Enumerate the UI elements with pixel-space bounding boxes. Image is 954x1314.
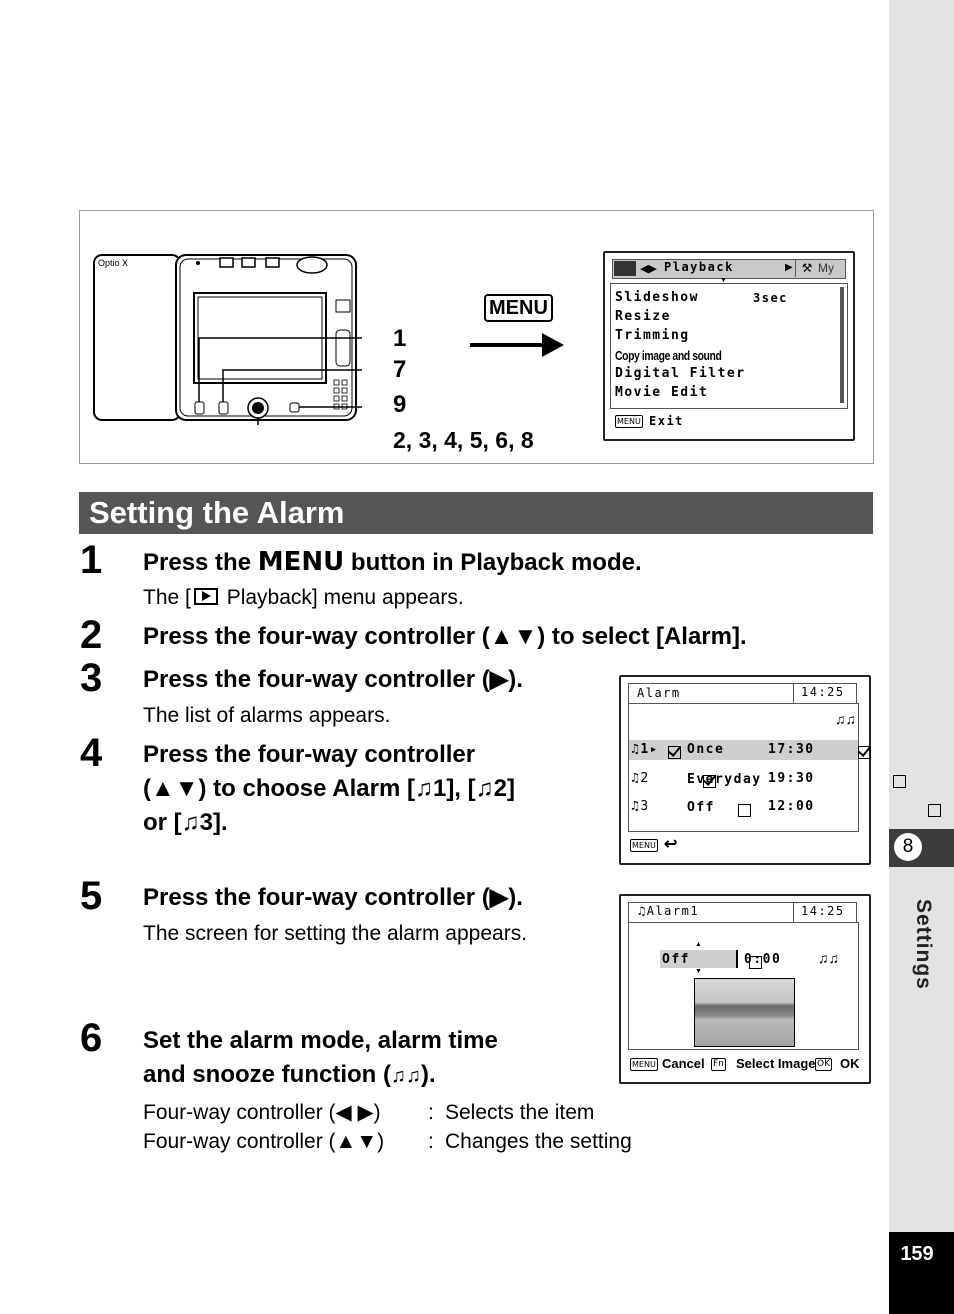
step-6-line-2: and snooze function (♫♫). <box>143 1061 436 1088</box>
step-6-number: 6 <box>80 1016 103 1060</box>
step-3-body: The list of alarms appears. <box>143 704 391 727</box>
step-2-number: 2 <box>80 613 103 657</box>
alarm-row-3-checkbox <box>738 804 751 817</box>
step-1-menu-word: MENU <box>257 547 345 577</box>
exit-label: Exit <box>649 414 684 428</box>
step-3-heading: Press the four-way controller (▶). <box>143 666 523 693</box>
item-digital-filter: Digital Filter <box>615 366 746 381</box>
tab-my-label: My <box>818 261 834 275</box>
callout-steps: 2, 3, 4, 5, 6, 8 <box>393 427 534 453</box>
alarm-row-1-mode: Once <box>687 742 725 757</box>
alarm-row-2-mode: Everyday <box>687 772 762 787</box>
step-1-number: 1 <box>80 538 103 582</box>
tab-playback-label: Playback <box>664 260 734 274</box>
alarm-title: Alarm <box>637 686 681 700</box>
section-title: Setting the Alarm <box>89 495 345 530</box>
step-5-heading: Press the four-way controller (▶). <box>143 884 523 911</box>
step-4-number: 4 <box>80 731 103 775</box>
alarm-row-2-time: 19:30 <box>768 771 815 786</box>
snooze-icon: ♫♫ <box>390 1065 421 1087</box>
alarm-row-1-time: 17:30 <box>768 742 815 757</box>
chapter-label: Settings <box>912 899 935 990</box>
alarm-row-highlight <box>629 740 858 760</box>
menu-chip: MENU <box>617 417 641 426</box>
settings-tab-icon: ⚒ <box>795 259 818 277</box>
step-5-body: The screen for setting the alarm appears. <box>143 922 528 945</box>
page-number: 159 <box>900 1243 934 1265</box>
alarm1-mode: Off <box>662 952 690 967</box>
alarm1-time: 0:00 <box>744 952 782 967</box>
snooze-icon: ♫♫ <box>835 711 856 727</box>
alarm1-fn-chip: Fn <box>713 1059 724 1069</box>
alarm-row-1-index: ♫1▸ <box>631 742 659 757</box>
step-4-line-2: (▲▼) to choose Alarm [♫1], [♫2] <box>143 775 515 802</box>
tab-right-arrow-icon: ▶ <box>785 262 793 273</box>
item-movie-edit: Movie Edit <box>615 385 709 400</box>
bell-icon: ♫ <box>414 775 433 802</box>
item-slideshow: Slideshow <box>615 290 699 305</box>
item-trimming: Trimming <box>615 328 690 343</box>
chapter-sidebar <box>889 0 954 1314</box>
alarm1-ok-chip: OK <box>817 1059 830 1069</box>
down-pointer-icon: ▼ <box>720 277 727 284</box>
alarm-row-3-time: 12:00 <box>768 799 815 814</box>
alarm1-cancel-label: Cancel <box>662 1056 705 1071</box>
camera-brand: Optio X <box>98 258 129 268</box>
item-copy-image-sound: Copy image and sound <box>615 348 722 363</box>
camera-illustration <box>92 250 362 425</box>
desc-row-1: Four-way controller (◀ ▶) : Selects the item <box>143 1101 595 1124</box>
step-5-number: 5 <box>80 874 103 918</box>
up-pointer-icon: ▲ <box>695 941 702 948</box>
bell-icon: ♫ <box>181 809 200 836</box>
alarm1-clock: 14:25 <box>801 904 845 918</box>
step-3-number: 3 <box>80 656 103 700</box>
alarm1-ok-label: OK <box>840 1056 860 1071</box>
alarm-row-3-enabled <box>928 804 941 817</box>
alarm-row-1-enabled <box>858 746 871 759</box>
menu-button-label: MENU <box>484 294 553 322</box>
alarm-row-3-mode: Off <box>687 800 715 815</box>
alarm-clock: 14:25 <box>801 685 845 699</box>
back-arrow-icon: ↩ <box>664 836 678 853</box>
alarm-row-2-index: ♫2 <box>631 771 650 786</box>
bell-icon: ♫ <box>475 775 494 802</box>
step-4-line-3: or [♫3]. <box>143 809 228 836</box>
alarm1-title: ♫Alarm1 <box>638 904 700 918</box>
step-6-line-1: Set the alarm mode, alarm time <box>143 1027 498 1054</box>
step-1-body: The [ Playback] menu appears. <box>143 586 464 609</box>
step-2-heading: Press the four-way controller (▲▼) to select [Alarm]. <box>143 623 747 650</box>
down-pointer-icon: ▼ <box>695 968 702 975</box>
slideshow-value: 3sec <box>753 291 788 305</box>
callout-1: 1 <box>393 325 407 352</box>
callout-9: 9 <box>393 391 407 418</box>
snooze-icon: ♫♫ <box>818 950 839 966</box>
item-resize: Resize <box>615 309 671 324</box>
camera-tab-icon <box>614 261 636 276</box>
scrollbar <box>840 287 844 403</box>
alarm1-menu-chip: MENU <box>632 1060 656 1069</box>
alarm-list-menu-chip: MENU <box>632 841 656 850</box>
step-1-heading: Press the MENU button in Playback mode. <box>143 547 642 577</box>
alarm-row-1-checkbox <box>668 746 681 759</box>
selected-image-thumbnail <box>694 978 795 1047</box>
step-4-line-1: Press the four-way controller <box>143 741 476 768</box>
alarm1-select-image-label: Select Image <box>736 1056 816 1071</box>
alarm-row-2-enabled <box>893 775 906 788</box>
callout-7: 7 <box>393 356 407 383</box>
playback-icon <box>194 588 218 605</box>
tab-arrows-icon: ◀▶ <box>640 263 657 275</box>
desc-row-2: Four-way controller (▲▼) : Changes the setting <box>143 1130 632 1153</box>
alarm-row-3-index: ♫3 <box>631 799 650 814</box>
chapter-number: 8 <box>894 833 922 861</box>
arrow-right-icon <box>468 330 568 360</box>
